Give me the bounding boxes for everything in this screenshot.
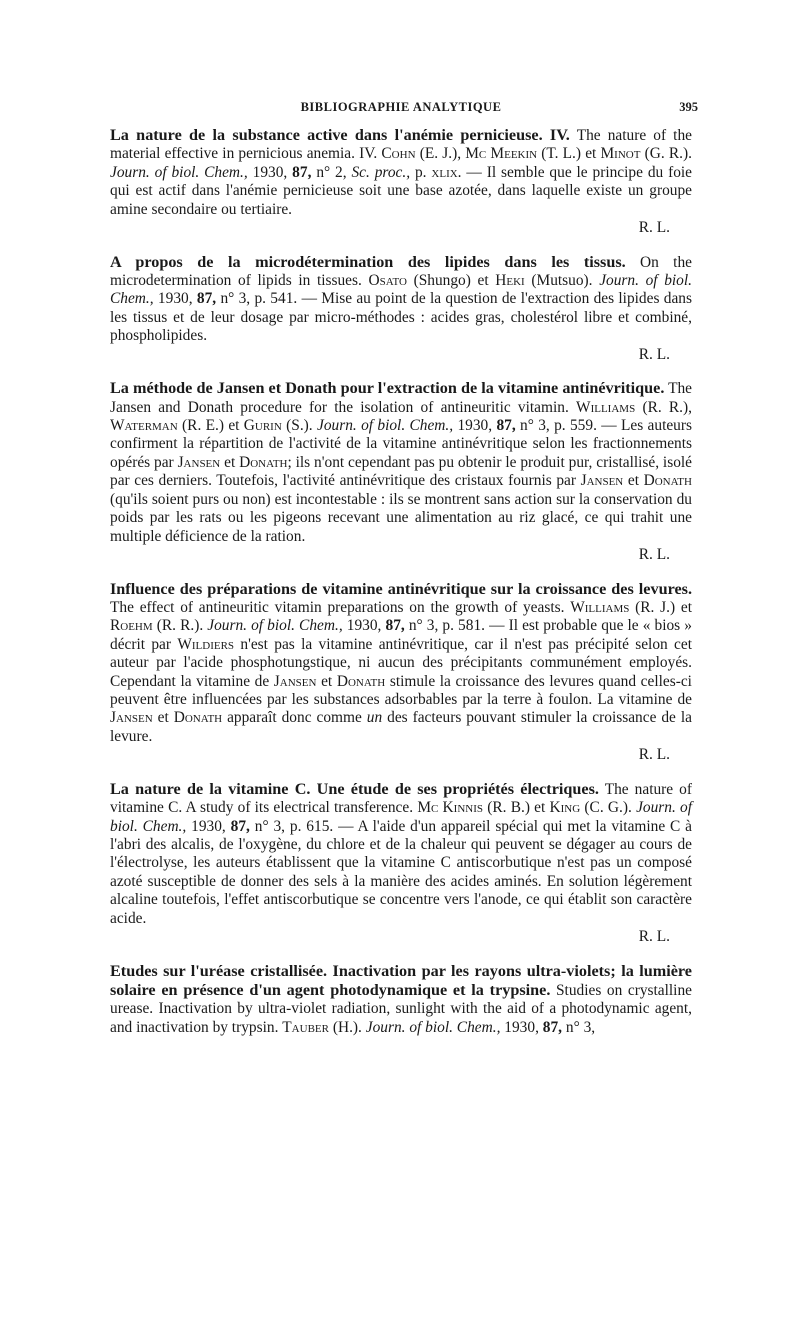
issue-info: n° 3, p. 541. <box>220 290 298 308</box>
abstract-entry <box>110 379 692 564</box>
journal-name: Journ. of biol. Chem., <box>110 272 692 308</box>
volume-number: 87, <box>385 617 405 635</box>
cited-name: Jansen <box>273 672 317 690</box>
entry-title: A propos de la microdétermination des lipides dans les tissus. <box>110 252 626 271</box>
journal-name: Journ. of biol. Chem., <box>365 1018 501 1036</box>
author-initials: (T. L.) et <box>541 145 597 163</box>
page <box>110 0 698 1036</box>
author-initials: (R. R.), <box>642 398 693 416</box>
abstract-text: ; ils n'ont cependant pas pu obtenir le produit pur, cristallisé, isolé par ces derniers. Toutefois, l'activité antinévritique des cristaux fournis par <box>110 453 692 490</box>
volume-number: 87, <box>542 1018 563 1036</box>
abstract-text: (qu'ils soient purs ou non) est incontestable : ils se montrent sans action sur la conservation du poids par les rats ou les pigeons recevant une alimentation au riz glacé, ce qui trahit une multiple déficience de la ration. <box>110 490 692 545</box>
page-number: 395 <box>679 100 698 114</box>
signature: R. L. <box>638 545 670 563</box>
abstract-entry <box>110 580 692 765</box>
author-name: Osato <box>368 272 407 290</box>
author-initials: (R. J.) et <box>635 598 692 616</box>
abstract-text: des facteurs pouvant stimuler la croissance de la levure. <box>110 709 692 745</box>
journal-name: Journ. of biol. Chem., <box>207 617 343 635</box>
abstract-text: stimule la croissance des levures quand celles-ci peuvent être influencées par les substances adsorbables par la terre à foulon. La vitamine de <box>110 672 692 708</box>
abstract-emphasis: un <box>366 709 383 727</box>
abstract-text: et <box>224 453 236 471</box>
cited-name: Jansen <box>110 709 153 727</box>
abstract-entry <box>110 126 692 237</box>
cited-name: Donath <box>643 472 692 490</box>
publication-year: 1930, <box>252 163 288 181</box>
author-initials: (Shungo) et <box>413 272 489 290</box>
signature: R. L. <box>638 219 670 237</box>
cited-name: Donath <box>173 709 223 727</box>
cited-name: Jansen <box>580 472 624 490</box>
cited-name: Donath <box>336 672 386 690</box>
abstract-text: n'est pas la vitamine antinévritique, car il n'est pas précipité selon cet auteur par l'acide phosphotungstique, ni aucun des précipitants communément employés. Cependant la vitamine de <box>110 635 692 690</box>
page-ref: xlix. <box>431 163 462 181</box>
article-list <box>110 126 692 1052</box>
english-title: The nature of vitamine C. A study of its electrical transference. <box>110 780 692 817</box>
volume-number: 87, <box>496 417 516 435</box>
english-title: On the microdetermination of lipids in tissues. <box>110 253 692 290</box>
page-prefix: p. <box>414 163 427 181</box>
volume-number: 87, <box>196 290 217 308</box>
author-name: Mc Kinnis <box>417 799 484 817</box>
issue-info: n° 3, p. 559. <box>520 417 597 435</box>
volume-number: 87, <box>230 817 250 835</box>
abstract-text: — Les auteurs confirment la répartition de l'activité de la vitamine antinévritique selon les fractionnements opérés par <box>110 417 692 471</box>
english-title: The effect of antineuritic vitamin preparations on the growth of yeasts. <box>110 598 565 616</box>
abstract-text: et <box>321 672 333 690</box>
abstract-entry <box>110 780 692 947</box>
english-title: The nature of the material effective in pernicious anemia. IV. <box>110 127 692 163</box>
running-header <box>110 0 698 114</box>
author-initials: (Mutsuo). <box>531 272 593 290</box>
cited-name: Wildiers <box>177 635 235 653</box>
author-initials: (H.). <box>332 1018 362 1036</box>
publication-year: 1930, <box>157 290 193 308</box>
issue-info: n° 2, <box>316 163 347 181</box>
author-name: Williams <box>570 598 630 616</box>
cited-name: Jansen <box>177 453 221 471</box>
publication-year: 1930, <box>457 417 493 435</box>
journal-name: Journ. of biol. Chem., <box>110 799 693 835</box>
author-name: Gurin <box>243 417 282 435</box>
issue-info: n° 3, p. 581. <box>408 617 485 635</box>
journal-name: Journ. of biol. Chem., <box>317 417 454 435</box>
entry-title: La nature de la vitamine C. Une étude de ses propriétés électriques. <box>110 779 599 798</box>
publication-year: 1930, <box>191 817 226 835</box>
supplement: Sc. proc., <box>351 163 411 181</box>
issue-info: n° 3, p. 615. <box>254 817 334 835</box>
author-name: Cohn <box>381 145 416 163</box>
author-name: Williams <box>576 398 636 416</box>
signature: R. L. <box>638 345 670 363</box>
author-name: Heki <box>495 272 525 290</box>
abstract-text: — A l'aide d'un appareil spécial qui met la vitamine C à l'abri des alcalis, de l'oxygène, du chlore et de la chaleur qui peuvent se dégager au cours de l'électrolyse, les auteurs établissent que la vitamine C antiscorbutique n'est pas un composé azoté susceptible de donner des sels à la manière des acides aminés. En solution légèrement alcaline toutefois, l'effet antiscorbutique se concentre vers l'anode, ce qui établit son caractère acide. <box>110 817 693 927</box>
author-initials: (C. G.). <box>584 799 632 817</box>
entry-title: Influence des préparations de vitamine antinévritique sur la croissance des levures. <box>110 579 692 598</box>
abstract-text: — Il est probable que le « bios » décrit par <box>110 617 692 653</box>
abstract-entry <box>110 962 692 1038</box>
author-initials: (E. J.), <box>419 145 462 163</box>
publication-year: 1930, <box>346 617 382 635</box>
abstract-text: et <box>157 709 169 727</box>
abstract-text: — Il semble que le principe du foie qui est actif dans l'anémie pernicieuse soit une base azotée, dans laquelle existe un groupe amine secondaire ou tertiaire. <box>110 163 693 218</box>
entry-title: Etudes sur l'uréase cristallisée. Inactivation par les rayons ultra-violets; la lumière solaire en présence d'un agent photodynamique et la trypsine. <box>110 961 692 999</box>
english-title: The Jansen and Donath procedure for the isolation of antineuritic vitamin. <box>110 380 692 416</box>
author-name: Tauber <box>282 1018 329 1036</box>
author-initials: (R. R.). <box>156 617 204 635</box>
cited-name: Donath <box>239 453 288 471</box>
author-name: Mc Meekin <box>465 145 538 163</box>
abstract-text: apparaît donc comme <box>227 709 362 727</box>
signature: R. L. <box>638 746 670 764</box>
author-initials: (R. B.) et <box>487 799 546 817</box>
volume-number: 87, <box>292 163 312 181</box>
abstract-text: et <box>627 472 639 490</box>
journal-name: Journ. of biol. Chem., <box>110 163 248 181</box>
author-name: Minot <box>600 145 641 163</box>
author-name: Roehm <box>110 617 153 635</box>
running-title: BIBLIOGRAPHIE ANALYTIQUE <box>300 100 502 114</box>
issue-info: n° 3, <box>565 1018 596 1036</box>
author-name: King <box>549 799 581 817</box>
publication-year: 1930, <box>504 1018 539 1036</box>
author-initials: (G. R.). <box>644 145 692 163</box>
signature: R. L. <box>638 928 670 945</box>
abstract-text: — Mise au point de la question de l'extraction des lipides dans les tissus et de leur dosage par micro-méthodes : acides gras, cholestérol libre et combiné, phospholipides. <box>110 290 692 345</box>
english-title: Studies on crystalline urease. Inactivation by ultra-violet radiation, sunlight with the aid of a photodynamic agent, and inactivation by trypsin. <box>110 982 692 1036</box>
author-initials: (R. E.) et <box>182 417 240 435</box>
abstract-entry <box>110 253 692 364</box>
author-name: Waterman <box>110 417 178 435</box>
entry-title: La méthode de Jansen et Donath pour l'extraction de la vitamine antinévritique. <box>110 379 665 398</box>
author-initials: (S.). <box>286 417 313 435</box>
entry-title: La nature de la substance active dans l'anémie pernicieuse. IV. <box>110 126 570 144</box>
